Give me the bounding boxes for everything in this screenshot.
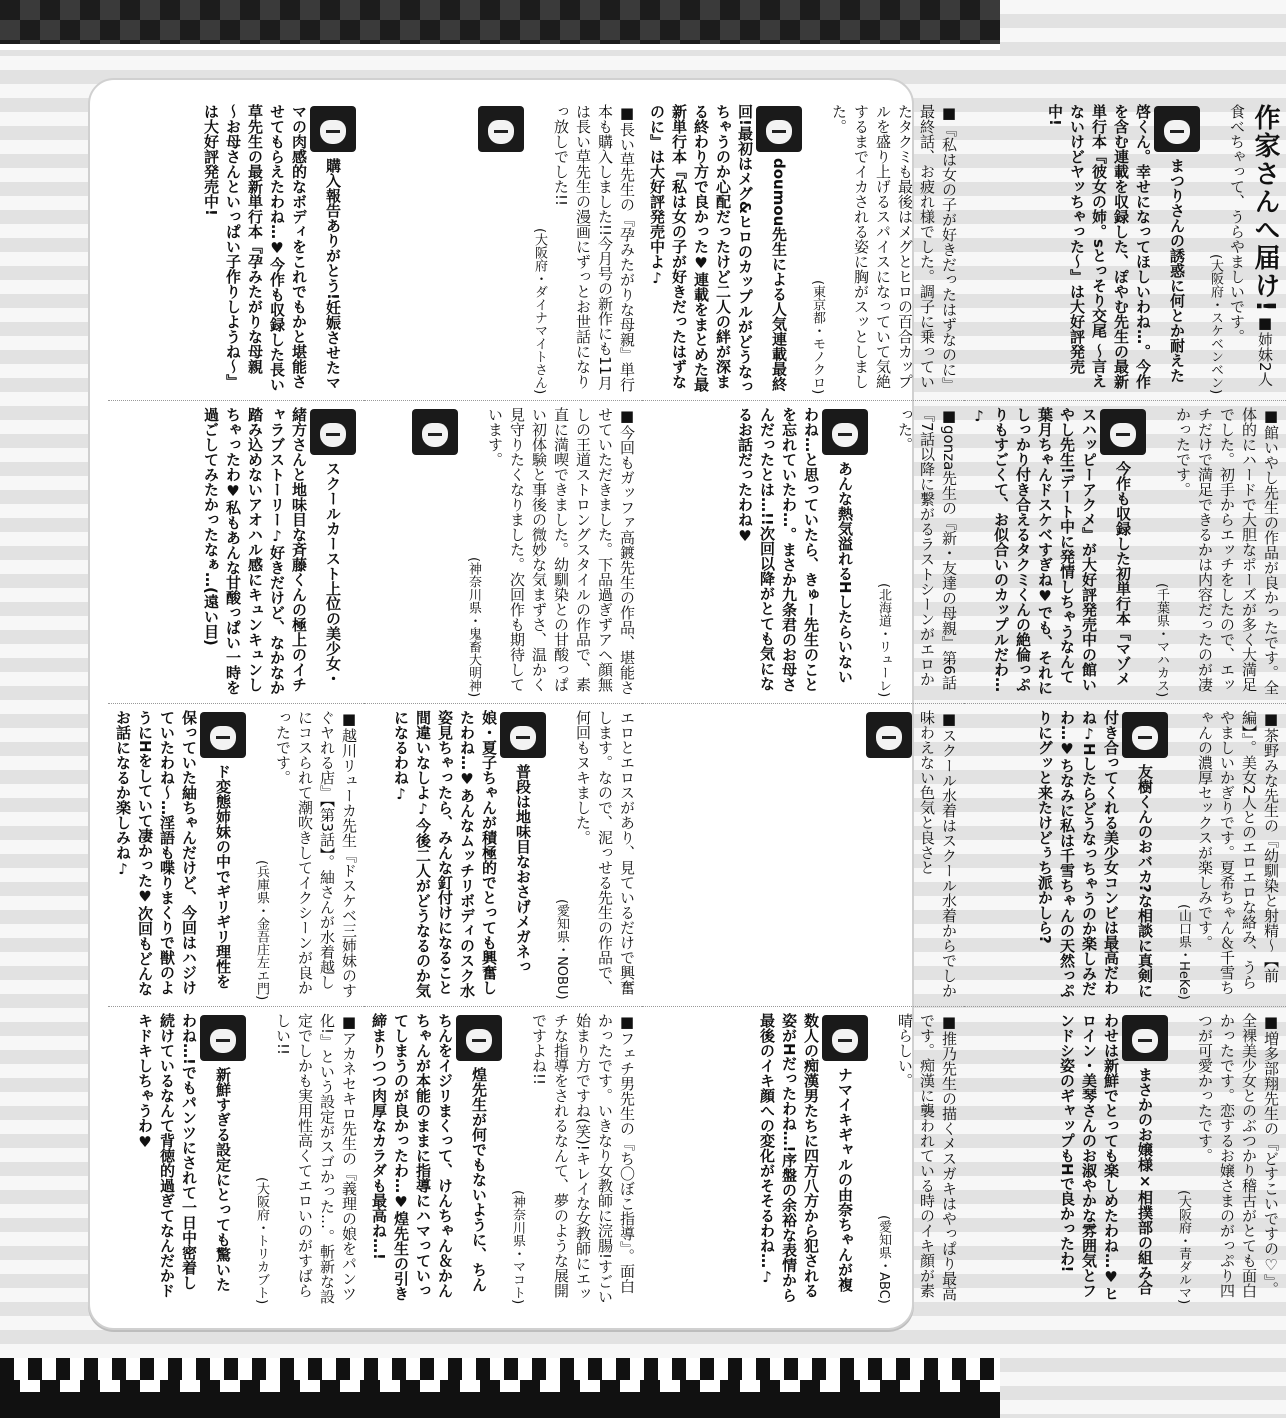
reader-letter-text: ■姉妹2人食べちゃって、うらやましいです。 <box>1228 104 1274 387</box>
editor-reply: 購入報告ありがとう!妊娠させたママの肉感的なボディをこれでもかと堪能させてもらえたわね…♥今作も収録した長い草先生の最新単行本『孕みたがりな母親 ～お母さんといっぱい子作りしようね～』は大好評発売中! <box>202 104 342 392</box>
letter-cell <box>108 98 364 401</box>
reader-sender: (大阪府・青ダルマ) <box>1176 1189 1191 1304</box>
bottom-band-row <box>0 1380 1000 1418</box>
editor-avatar-icon <box>1122 1015 1168 1061</box>
reader-letter-text: ■gonza先生の『新・友達の母親』第6話『7話以降に繋がるラストシーンがエロかった。 <box>896 407 958 690</box>
editor-avatar-icon <box>756 106 802 152</box>
reader-sender: (大阪府・スケベンベン) <box>1208 253 1223 394</box>
letter-cell <box>108 401 364 704</box>
editor-avatar-icon <box>456 1015 502 1061</box>
letter-cell <box>108 704 364 1007</box>
editor-reply: 今作も収録した初単行本『マゾメスハッピーアクメ』が大好評発売中の館いやし先生!デート中に発情しちゃうなんて葉月ちゃんドスケベすぎね♥でも、それにしっかり付き合えるタクミくんの絶倫っぷりもすごくて、お似合いのカップルだわ…♪ <box>970 407 1132 695</box>
letter-cell <box>642 704 964 1007</box>
editor-avatar-icon <box>478 106 524 152</box>
editor-reply: ド変態姉妹の中でギリギリ理性を保っていた紬ちゃんだけど、今回はハジけていたわね～…淫語も喋りまくりで獣のようにHをしていて凄かった♥次回もどんなお話になるか楽しみね♪ <box>114 710 232 996</box>
editor-reply: あんな熱気溢れるHしたらいないわね…と思っていたら、きゅー先生のことを忘れていたわ…。まさか九条君のお母さんだったとは…!!次回以降がとても気になるお話だったわね♥ <box>736 407 854 692</box>
reader-letter-text: ■アカネセキロ先生の『義理の娘をパンツ化!』という設定がスゴかった…。斬新な設定でしかも実用性高くてエロいのがすばらしい!! <box>274 1013 358 1305</box>
editor-reply: doumou先生による人気連載最終回!最初はメグ&ヒロのカップルがどうなっちゃうのか心配だったけど二人の絆が深まる終わり方で良かった♥連載をまとめた最新単行本『私は女の子が好きだったはずなのに』は大好評発売中よ♪ <box>648 104 788 394</box>
letter-cell <box>964 704 1286 1007</box>
editor-avatar-icon <box>500 712 546 758</box>
reader-letter-text: ■館いやし先生の作品が良かったです。全体的にハードで大胆なポーズが多く大満足でした。初手からエッチをしたので、エッチだけで満足できるかは内容だったのが凄かったです。 <box>1174 407 1280 695</box>
letter-cell <box>642 401 964 704</box>
editor-avatar-icon <box>310 409 356 455</box>
reader-letter-text: ■長い草先生の『孕みたがりな母親』単行本も購入しました!!今月号の新作にも11月は長い草先生の漫画にずっとお世話になりっ放しでした!! <box>552 104 636 392</box>
reader-letter-text: ■スクール水着はスクール水着からでしか味わえない色気と良さと <box>918 710 958 998</box>
reader-sender: (山口県・HeKe) <box>1176 904 1191 1000</box>
letter-cell <box>364 1007 642 1310</box>
reader-sender: (大阪府・トリカブト) <box>254 1176 269 1304</box>
reader-sender: (兵庫県・金吾庄左エ門) <box>254 859 269 1000</box>
letter-cell <box>364 401 642 704</box>
reader-letter-text: ■フェチ男先生の『ち〇ぼこ指導』。面白かったです。いきなり女教師に浣腸!すごい始まり方ですね(笑)!キレイな女教師にエッチな指導をされるなんて、夢のような展開ですよね!! <box>530 1013 636 1305</box>
editor-avatar-icon <box>412 409 458 455</box>
editor-avatar-icon <box>200 1015 246 1061</box>
letter-cell <box>964 1007 1286 1310</box>
letter-cell <box>964 401 1286 704</box>
top-band-stripe <box>0 44 1000 50</box>
editor-reply: 煌先生が何でもないように、ちんちんをイジリまくって、けんちゃん＆かんちゃんが本能のままに指導にハマっていってしまうのが良かったわ…♥煌先生の引き締まりつつ肉厚なカラダも最高ね…! <box>370 1013 488 1301</box>
reader-sender: (愛知県・NOBU) <box>554 899 569 1000</box>
reader-sender: (千葉県・マハカス) <box>1154 582 1169 697</box>
bottom-checker-band <box>0 1358 1000 1418</box>
reader-sender: (愛知県・ABC) <box>876 1215 891 1304</box>
editor-avatar-icon <box>200 712 246 758</box>
editor-reply: 友樹くんのおバカ?な相談に真剣に付き合ってくれる美少女コンビは最高だわね♪Hしたらどうなっちゃうのか楽しみだわ…♥ちなみに私は千雪ちゃんの天然っぷりにグッと来たけどぅち派かしら? <box>1036 710 1154 998</box>
letter-cell <box>364 704 642 1007</box>
letter-cell <box>642 98 964 401</box>
editor-reply: スクールカースト上位の美少女・緒方さんと地味目な斉藤くんの極上のイチャラブストーリー♪好きだけど、なかなか踏み込めないアオハル感にキュンキュンしちゃったわ♥私もあんな甘酸っぱい一時を過ごしてみたかったなぁ…(遠い目) <box>202 407 342 695</box>
editor-avatar-icon <box>1154 106 1200 152</box>
letter-cell <box>108 1007 364 1310</box>
reader-letter-text: ■茶野みな先生の『幼馴染と射精～【前編】』。美女2人とのエロエロな絡み、うらやましいかぎりです。夏希ちゃん＆千雪ちゃんの濃厚セックスが楽しみです。 <box>1196 710 1280 995</box>
section-title: 作家さんへ届け! <box>1250 104 1280 314</box>
editor-reply: 新鮮すぎる設定にとっても驚いたわね…!でもパンツにされて一日中密着し続けているなんて背徳的過ぎてなんだかドキドキしちゃうわ♥ <box>136 1013 232 1298</box>
editor-reply: ナマイキギャルの由奈ちゃんが複数人の痴漢男たちに四方八方から犯される姿がHだったわね…!序盤の余裕な表情から最後のイキ顔への変化がそそるわね…♪ <box>758 1013 854 1303</box>
reader-letter-text: ■推乃先生の描くメスガキはやっぱり最高です。痴漢に襲われている時のイキ顔が素晴らしい。 <box>896 1013 958 1301</box>
reader-sender: (神奈川県・鬼畜大明神) <box>466 556 481 697</box>
editor-reply: 普段は地味目なおさげメガネっ娘・夏子ちゃんが積極的でとっても興奮したわね…♥あんなムッチリボディのスク水姿見ちゃったら、みんな釘付けになること間違いなしよ♪今後二人がどうなるのか気になるわね♪ <box>392 710 532 998</box>
editor-reply: まつりさんの誘惑に何とか耐えた啓くん。幸せになってほしいわね…。今作を含む連載を収録した、ぽやむ先生の最新単行本『彼女の姉。sとっそり交尾 ～言えないけどヤッちゃった～』は大好評発売中! <box>1046 104 1186 389</box>
reader-letter-text: ■越川リューカ先生『ドスケベ三姉妹のすぐヤれる店』【第3話】。紬さんが水着越しにコスられて潮吹きしてイクシーンが良かったです。 <box>274 710 358 998</box>
editor-avatar-icon <box>1122 712 1168 758</box>
letters-card <box>88 78 1280 1330</box>
reader-letter-text: ■今回もガッファ高鍍先生の作品、堪能させていただきました。下品過ぎずアヘ顔無しの王道ストロングスタイルの作品で、素直に満喫できました。幼馴染との甘酸っぱい初体験と事後の微妙な気まずさ、温かく見守りたくなりました。次回作も期待しています。 <box>486 407 636 695</box>
editor-avatar-icon <box>1100 409 1146 455</box>
top-argyle-band <box>0 0 1000 50</box>
letters-grid <box>108 98 1280 1310</box>
editor-reply: まさかのお嬢様×相撲部の組み合わせは新鮮でとっても楽しめたわね…♥ヒロイン・美琴さんのお淑やかな雰囲気とフンドシ姿のギャップもHで良かったわ! <box>1058 1013 1154 1301</box>
letter-cell <box>364 98 642 401</box>
reader-letter-text: ■『私は女の子が好きだったはずなのに』最終話、お疲れ様でした。調子に乗っていたタクミも最後はメグとヒロの百合カップルを盛り上げるスパイスになっていて気絶するまでイカされる姿に胸がスッとしました。 <box>830 104 958 392</box>
editor-avatar-icon <box>866 712 912 758</box>
reader-sender: (東京都・モノクロ) <box>810 279 825 394</box>
editor-avatar-icon <box>822 409 868 455</box>
reader-letter-text: ■増多部翔先生の『どすこいですの♡』。全裸美少女とのぶつかり稽古がとても面白かったです。恋するお嬢さまのがっぷり四つが可愛かったです。 <box>1196 1013 1280 1298</box>
letter-cell <box>964 98 1286 401</box>
editor-avatar-icon <box>822 1015 868 1061</box>
letter-cell <box>642 1007 964 1310</box>
reader-sender: (大阪府・ダイナマイトさん) <box>532 227 547 394</box>
editor-avatar-icon <box>310 106 356 152</box>
reader-letter-text: エロとエロスがあり、見ているだけで興奮します。なので、泥っせる先生の作品で、何回もヌキました。 <box>574 710 636 995</box>
reader-sender: (神奈川県・マコト) <box>510 1189 525 1304</box>
reader-sender: (北海道・リューレ) <box>876 582 891 697</box>
